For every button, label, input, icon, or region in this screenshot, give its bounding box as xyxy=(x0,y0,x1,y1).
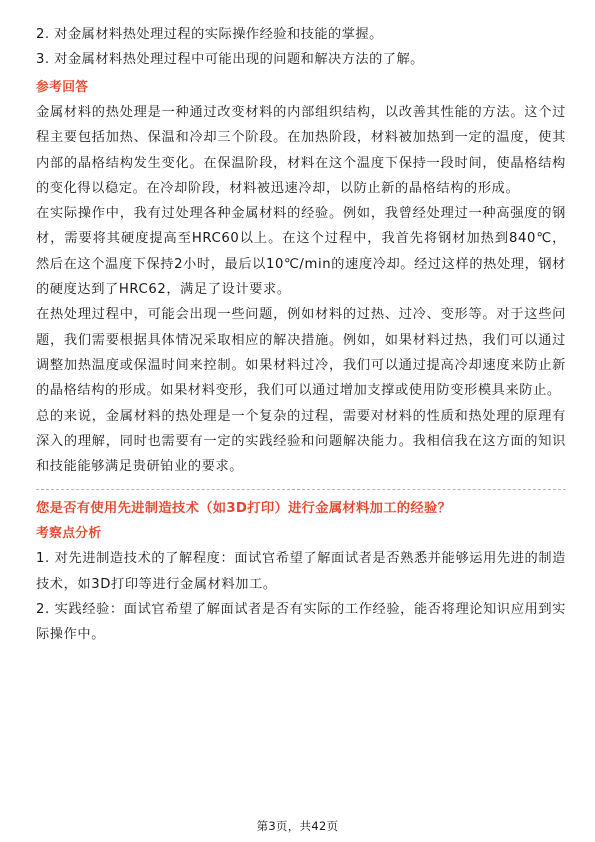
analysis-point: 2. 实践经验：面试官希望了解面试者是否有实际的工作经验，能否将理论知识应用到实际操作中。 xyxy=(36,602,566,643)
section-divider xyxy=(36,489,566,490)
page-content xyxy=(36,22,566,648)
answer-paragraph: 金属材料的热处理是一种通过改变材料的内部组织结构，以改善其性能的方法。这个过程主要包括加热、保温和冷却三个阶段。在加热阶段，材料被加热到一定的温度，使其内部的晶格结构发生变化。在保温阶段，材料在这个温度下保持一段时间，使晶格结构的变化得以稳定。在冷却阶段，材料被迅速冷却，以防止新的晶格结构的形成。 xyxy=(36,105,566,196)
analysis-point: 1. 对先进制造技术的了解程度：面试官希望了解面试者是否熟悉并能够运用先进的制造技术，如3D打印等进行金属材料加工。 xyxy=(36,551,566,592)
page-number: 第3页，共42页 xyxy=(256,819,339,833)
answer-paragraph: 总的来说，金属材料的热处理是一个复杂的过程，需要对材料的性质和热处理的原理有深入的理解，同时也需要有一定的实践经验和问题解决能力。我相信我在这方面的知识和技能能够满足贵研铂业的要求。 xyxy=(36,408,566,475)
answer-paragraph: 在实际操作中，我有过处理各种金属材料的经验。例如，我曾经处理过一种高强度的钢材，需要将其硬度提高至HRC60以上。在这个过程中，我首先将钢材加热到840℃，然后在这个温度下保持2小时，最后以10℃/min的速度冷却。经过这样的热处理，钢材的硬度达到了HRC62，满足了设计要求。 xyxy=(36,206,566,298)
point-item: 3. 对金属材料热处理过程中可能出现的问题和解决方法的了解。 xyxy=(36,52,424,67)
point-item: 2. 对金属材料热处理过程的实际操作经验和技能的掌握。 xyxy=(36,27,383,42)
question-title: 您是否有使用先进制造技术（如3D打印）进行金属材料加工的经验？ xyxy=(36,501,452,517)
analysis-heading: 考察点分析 xyxy=(36,526,102,542)
answer-heading: 参考回答 xyxy=(36,80,89,95)
answer-paragraph: 在热处理过程中，可能会出现一些问题，例如材料的过热、过冷、变形等。对于这些问题，我们需要根据具体情况采取相应的解决措施。例如，如果材料过热，我们可以通过调整加热温度或保温时间来控制。如果材料过冷，我们可以通过提高冷却速度来防止新的晶格结构的形成。如果材料变形，我们可以通过增加支撑或使用防变形模具来防止。 xyxy=(36,307,566,399)
